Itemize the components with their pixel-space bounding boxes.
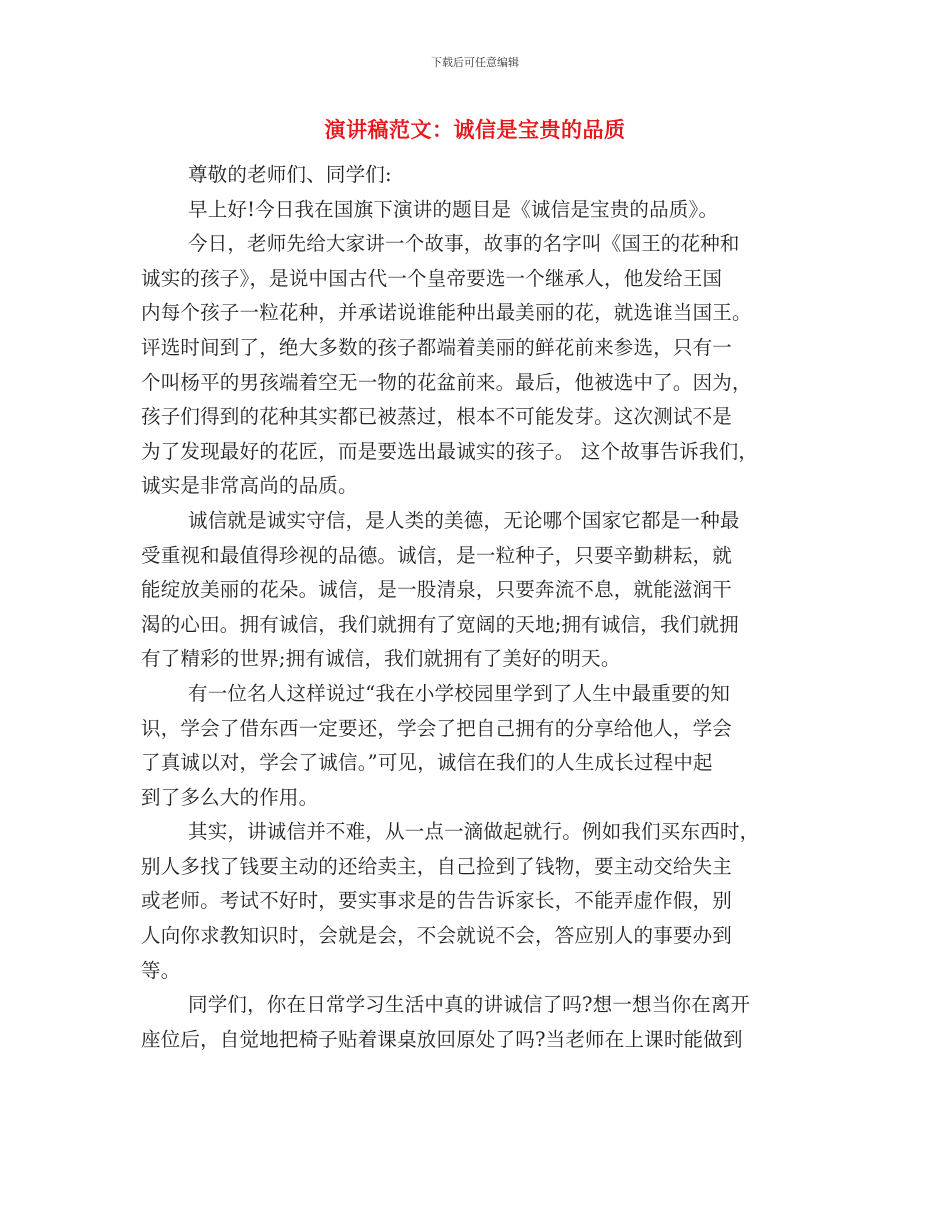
- body-line: 早上好!今日我在国旗下演讲的题目是《诚信是宝贵的品质》。: [188, 197, 719, 221]
- body-line: 诚信就是诚实守信，是人类的美德，无论哪个国家它都是一种最: [188, 508, 740, 532]
- body-line: 受重视和最值得珍视的品德。诚信，是一粒种子，只要辛勤耕耘，就: [141, 543, 733, 567]
- body-line: 或老师。考试不好时，要实事求是的告告诉家长，不能弄虚作假，别: [141, 889, 733, 913]
- body-line: 到了多么大的作用。: [141, 785, 319, 809]
- body-line: 个叫杨平的男孩端着空无一物的花盆前来。最后，他被选中了。因为，: [141, 370, 752, 394]
- body-line: 诚实的孩子》，是说中国古代一个皇帝要选一个继承人，他发给王国: [141, 266, 723, 290]
- body-line: 能绽放美丽的花朵。诚信，是一股清泉，只要奔流不息，就能滋润干: [141, 578, 733, 602]
- body-line: 渴的心田。拥有诚信，我们就拥有了宽阔的天地;拥有诚信，我们就拥: [141, 612, 739, 636]
- body-line: 有一位名人这样说过“我在小学校园里学到了人生中最重要的知: [188, 681, 731, 705]
- body-line: 内每个孩子一粒花种，并承诺说谁能种出最美丽的花，就选谁当国王。: [141, 301, 752, 325]
- body-line: 别人多找了钱要主动的还给卖主，自己捡到了钱物，要主动交给失主: [141, 854, 733, 878]
- document-title: 演讲稿范文：诚信是宝贵的品质: [324, 118, 626, 142]
- body-line: 为了发现最好的花匠，而是要选出最诚实的孩子。 这个故事告诉我们，: [141, 439, 759, 463]
- body-line: 其实，讲诚信并不难，从一点一滴做起就行。例如我们买东西时，: [188, 820, 760, 844]
- body-line: 评选时间到了，绝大多数的孩子都端着美丽的鲜花前来参选，只有一: [141, 335, 733, 359]
- body-line: 等。: [141, 958, 181, 982]
- body-line: 诚实是非常高尚的品质。: [141, 474, 358, 498]
- body-line: 座位后，自觉地把椅子贴着课桌放回原处了吗?当老师在上课时能做到: [141, 1027, 743, 1051]
- body-line: 识，学会了借东西一定要还，学会了把自己拥有的分享给他人，学会: [141, 716, 733, 740]
- body-line: 有了精彩的世界;拥有诚信，我们就拥有了美好的明天。: [141, 647, 621, 671]
- body-line: 孩子们得到的花种其实都已被蒸过，根本不可能发芽。这次测试不是: [141, 405, 733, 429]
- body-line: 同学们，你在日常学习生活中真的讲诚信了吗?想一想当你在离开: [188, 993, 751, 1017]
- body-line: 尊敬的老师们、同学们:: [188, 163, 392, 186]
- body-line: 今日，老师先给大家讲一个故事，故事的名字叫《国王的花种和: [188, 232, 740, 256]
- body-line: 人向你求教知识时，会就是会，不会就说不会，答应别人的事要办到: [141, 924, 733, 948]
- page-header: 下载后可任意编辑: [431, 56, 519, 69]
- body-line: 了真诚以对，学会了诚信。”可见，诚信在我们的人生成长过程中起: [141, 751, 713, 775]
- document-body: [141, 158, 809, 1057]
